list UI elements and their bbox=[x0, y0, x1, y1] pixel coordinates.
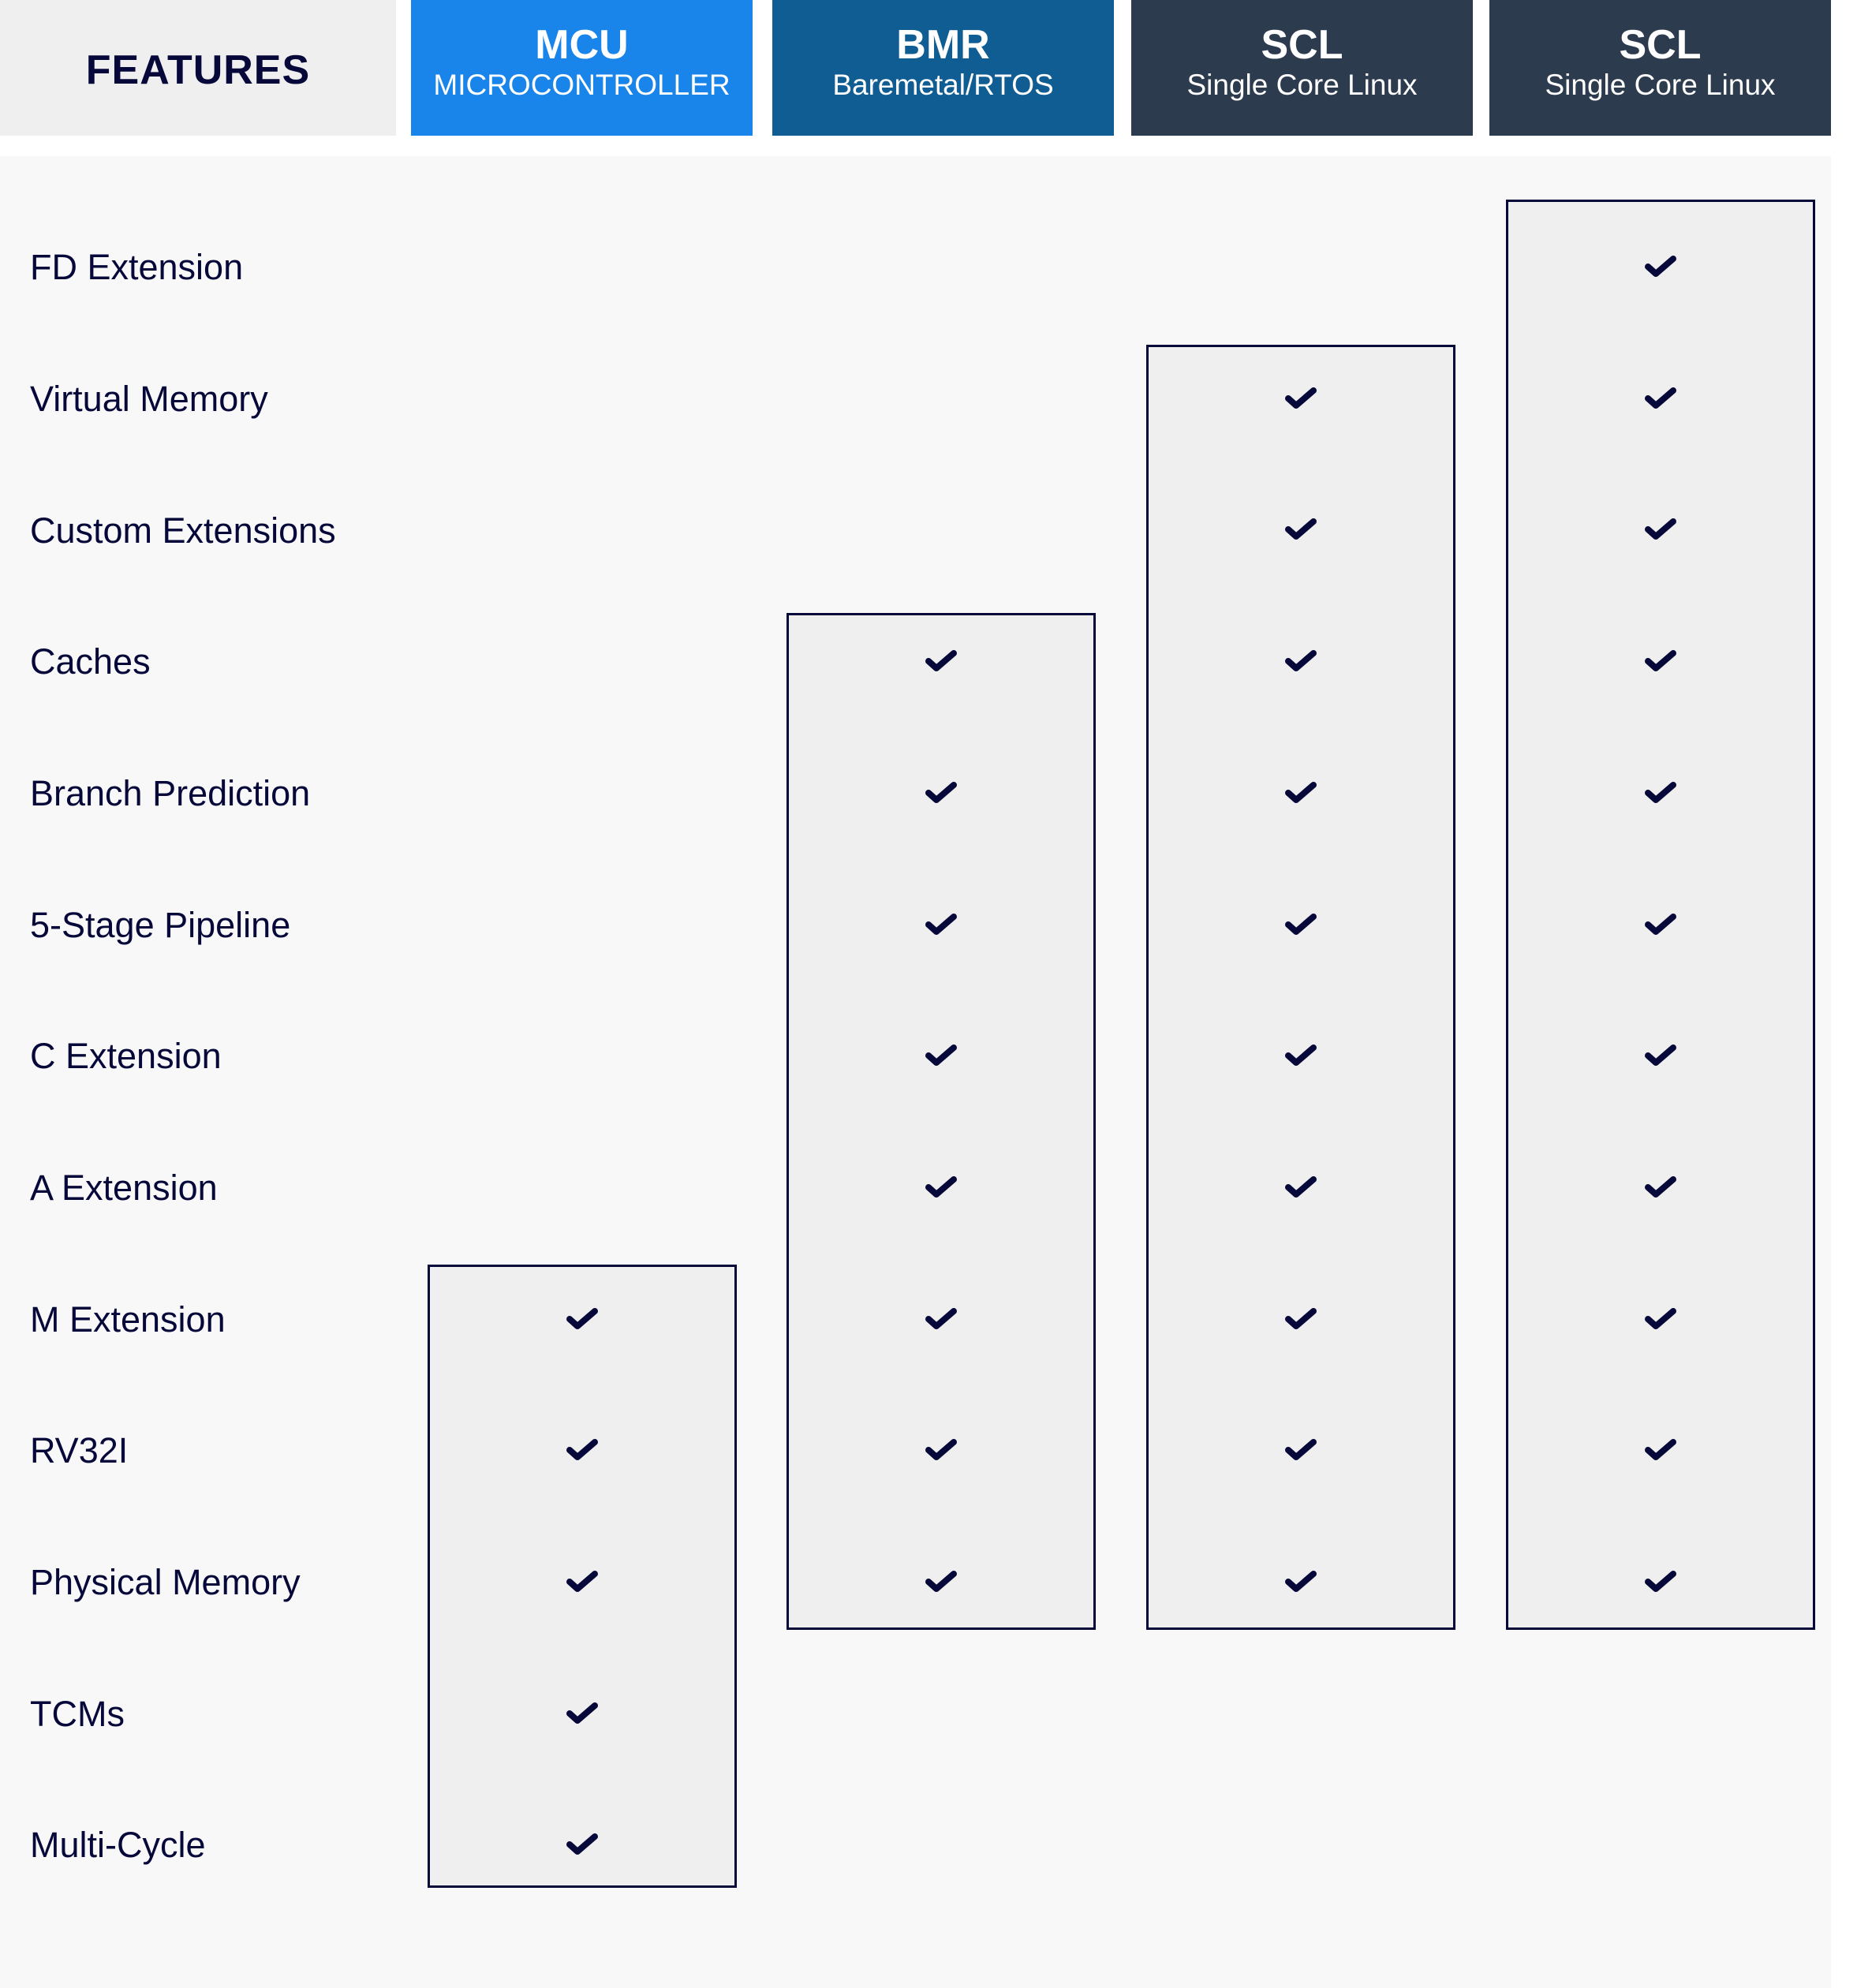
column-title: SCL bbox=[1619, 22, 1702, 68]
checkmark-icon bbox=[565, 1830, 600, 1859]
checkmark-icon bbox=[924, 1568, 958, 1596]
checkmark-icon bbox=[1283, 779, 1318, 807]
features-header bbox=[0, 0, 396, 136]
column-title: SCL bbox=[1261, 22, 1343, 68]
checkmark-icon bbox=[1283, 1041, 1318, 1070]
checkmark-icon bbox=[924, 1436, 958, 1464]
column-header-mcu bbox=[411, 0, 753, 136]
column-header-bmr bbox=[772, 0, 1114, 136]
checkmark-icon bbox=[1643, 779, 1678, 807]
checkmark-icon bbox=[1283, 910, 1318, 939]
feature-label: 5-Stage Pipeline bbox=[30, 905, 291, 945]
checkmark-icon bbox=[1283, 1305, 1318, 1333]
features-header-label: FEATURES bbox=[85, 47, 311, 93]
feature-label: FD Extension bbox=[30, 247, 244, 287]
feature-label: A Extension bbox=[30, 1168, 218, 1208]
checkmark-icon bbox=[1643, 384, 1678, 413]
checkmark-icon bbox=[565, 1568, 600, 1596]
checkmark-icon bbox=[1643, 1173, 1678, 1201]
feature-label: M Extension bbox=[30, 1299, 226, 1340]
checkmark-icon bbox=[1643, 515, 1678, 544]
column-title: BMR bbox=[896, 22, 990, 68]
feature-label: Custom Extensions bbox=[30, 510, 336, 551]
checkmark-icon bbox=[924, 1305, 958, 1333]
checkmark-icon bbox=[1283, 1436, 1318, 1464]
checkmark-icon bbox=[1643, 647, 1678, 675]
checkmark-icon bbox=[565, 1436, 600, 1464]
checkmark-icon bbox=[1283, 1173, 1318, 1201]
checkmark-icon bbox=[1283, 647, 1318, 675]
checkmark-icon bbox=[924, 1041, 958, 1070]
column-subtitle: Baremetal/RTOS bbox=[832, 69, 1054, 101]
checkmark-icon bbox=[1283, 515, 1318, 544]
checkmark-icon bbox=[1283, 384, 1318, 413]
column-subtitle: MICROCONTROLLER bbox=[433, 69, 730, 101]
feature-label: TCMs bbox=[30, 1694, 125, 1734]
feature-label: Caches bbox=[30, 641, 151, 682]
checkmark-icon bbox=[1643, 910, 1678, 939]
feature-label: RV32I bbox=[30, 1430, 129, 1470]
checkmark-icon bbox=[1643, 252, 1678, 281]
checkmark-icon bbox=[924, 1173, 958, 1201]
column-subtitle: Single Core Linux bbox=[1186, 69, 1418, 101]
checkmark-icon bbox=[924, 910, 958, 939]
column-header-scl-2 bbox=[1489, 0, 1831, 136]
checkmark-icon bbox=[565, 1699, 600, 1728]
feature-label: Virtual Memory bbox=[30, 379, 268, 419]
checkmark-icon bbox=[1643, 1568, 1678, 1596]
column-header-scl-1 bbox=[1131, 0, 1473, 136]
tier-box-bmr bbox=[787, 613, 1096, 1630]
checkmark-icon bbox=[1643, 1436, 1678, 1464]
checkmark-icon bbox=[565, 1305, 600, 1333]
feature-label: Physical Memory bbox=[30, 1562, 301, 1602]
checkmark-icon bbox=[1643, 1041, 1678, 1070]
column-subtitle: Single Core Linux bbox=[1545, 69, 1776, 101]
feature-label: Multi-Cycle bbox=[30, 1825, 206, 1865]
feature-label: Branch Prediction bbox=[30, 773, 311, 813]
checkmark-icon bbox=[1643, 1305, 1678, 1333]
checkmark-icon bbox=[1283, 1568, 1318, 1596]
feature-label: C Extension bbox=[30, 1036, 222, 1076]
checkmark-icon bbox=[924, 647, 958, 675]
column-title: MCU bbox=[535, 22, 629, 68]
checkmark-icon bbox=[924, 779, 958, 807]
